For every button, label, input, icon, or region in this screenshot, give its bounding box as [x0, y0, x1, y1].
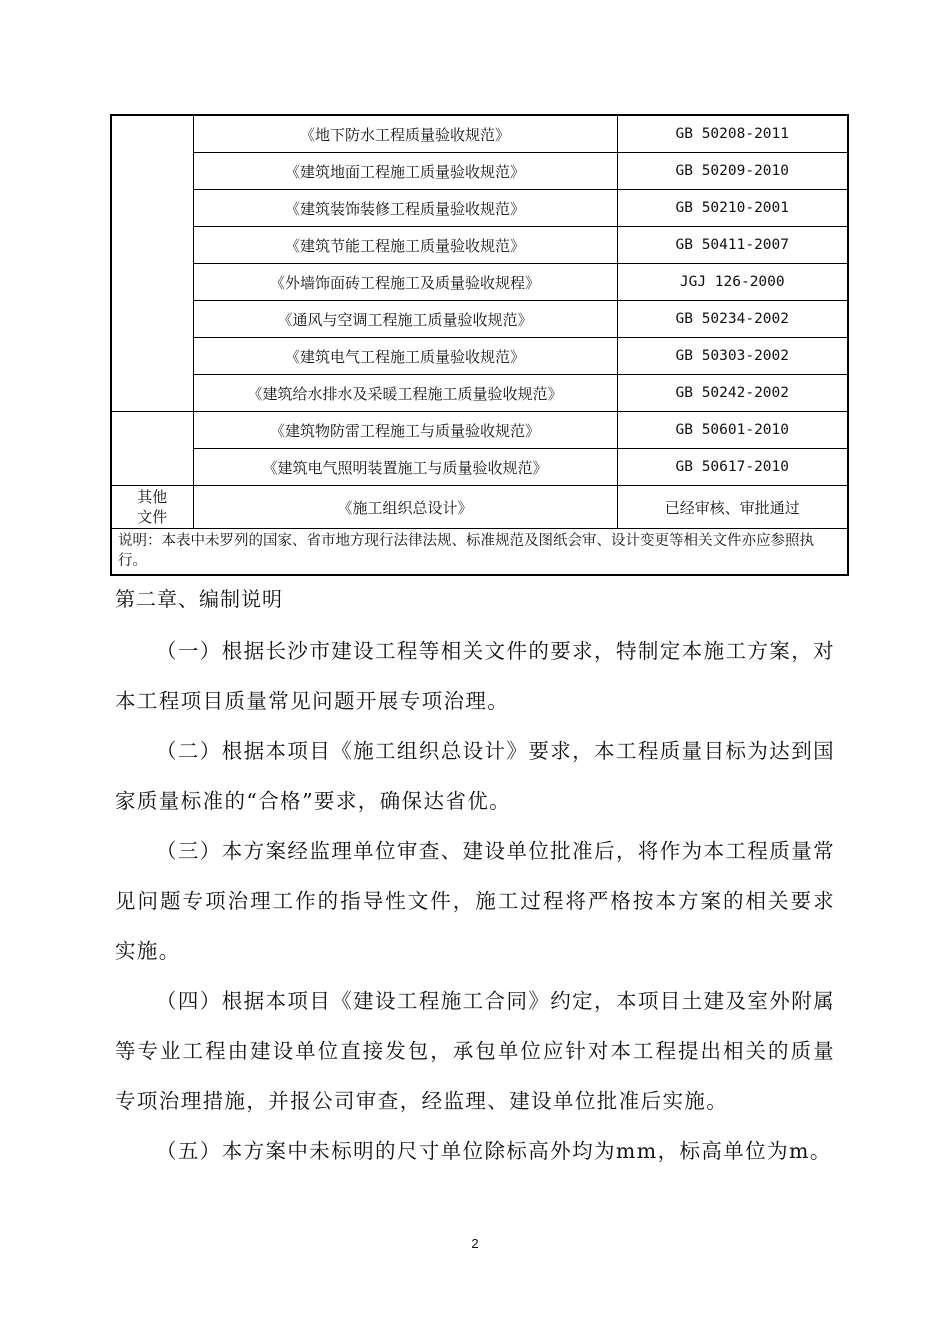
page-number: 2	[471, 1236, 479, 1251]
standard-code: GB 50601-2010	[617, 412, 848, 449]
paragraph: （四）根据本项目《建设工程施工合同》约定，本项目土建及室外附属等专业工程由建设单位直接发包，承包单位应针对本工程提出相关的质量专项治理措施，并报公司审查，经监理、建设单位批准后实施。	[115, 989, 835, 1113]
table-note: 说明：本表中未罗列的国家、省市地方现行法律法规、标准规范及图纸会审、设计变更等相关文件亦应参照执行。	[111, 529, 848, 576]
standard-name: 《建筑给水排水及采暖工程施工质量验收规范》	[193, 375, 617, 412]
table-row	[111, 227, 848, 264]
standard-name: 《外墙饰面砖工程施工及质量验收规程》	[193, 264, 617, 301]
standard-name: 《建筑物防雷工程施工与质量验收规范》	[193, 412, 617, 449]
standard-name: 《建筑电气工程施工质量验收规范》	[193, 338, 617, 375]
category-cell-blank	[111, 115, 193, 412]
table-row	[111, 301, 848, 338]
paragraph: （二）根据本项目《施工组织总设计》要求，本工程质量目标为达到国家质量标准的“合格”要求，确保达省优。	[115, 739, 835, 813]
standard-name: 《通风与空调工程施工质量验收规范》	[193, 301, 617, 338]
standard-code: GB 50209-2010	[617, 153, 848, 190]
table-row	[111, 153, 848, 190]
standard-code: JGJ 126-2000	[617, 264, 848, 301]
standard-name: 《地下防水工程质量验收规范》	[193, 115, 617, 153]
table-row-other-docs	[111, 486, 848, 529]
standard-code: GB 50411-2007	[617, 227, 848, 264]
category-other	[111, 486, 193, 529]
standard-name: 《建筑节能工程施工质量验收规范》	[193, 227, 617, 264]
paragraph: （一）根据长沙市建设工程等相关文件的要求，特制定本施工方案，对本工程项目质量常见问题开展专项治理。	[115, 639, 835, 713]
chapter-title: 第二章、编制说明	[115, 587, 283, 611]
category-cell-blank	[111, 412, 193, 486]
category-other-line1: 其他	[137, 488, 168, 506]
body-text	[115, 626, 835, 1176]
paragraph: （三）本方案经监理单位审查、建设单位批准后，将作为本工程质量常见问题专项治理工作的指导性文件，施工过程将严格按本方案的相关要求实施。	[115, 839, 835, 963]
table-row	[111, 190, 848, 227]
standard-name: 《建筑地面工程施工质量验收规范》	[193, 153, 617, 190]
table-row	[111, 375, 848, 412]
table-row	[111, 412, 848, 449]
other-doc-status: 已经审核、审批通过	[617, 486, 848, 529]
table-row	[111, 264, 848, 301]
standards-table	[110, 114, 849, 576]
standard-code: GB 50303-2002	[617, 338, 848, 375]
table-row	[111, 338, 848, 375]
table-row	[111, 115, 848, 153]
standard-name: 《建筑电气照明装置施工与质量验收规范》	[193, 449, 617, 486]
standard-code: GB 50617-2010	[617, 449, 848, 486]
standard-code: GB 50210-2001	[617, 190, 848, 227]
other-doc-name: 《施工组织总设计》	[193, 486, 617, 529]
table-row	[111, 449, 848, 486]
paragraph: （五）本方案中未标明的尺寸单位除标高外均为mm，标高单位为m。	[156, 1139, 832, 1163]
standard-code: GB 50208-2011	[617, 115, 848, 153]
standard-code: GB 50242-2002	[617, 375, 848, 412]
table-note-row	[111, 529, 848, 576]
standard-code: GB 50234-2002	[617, 301, 848, 338]
standard-name: 《建筑装饰装修工程质量验收规范》	[193, 190, 617, 227]
category-other-line2: 文件	[137, 508, 168, 526]
